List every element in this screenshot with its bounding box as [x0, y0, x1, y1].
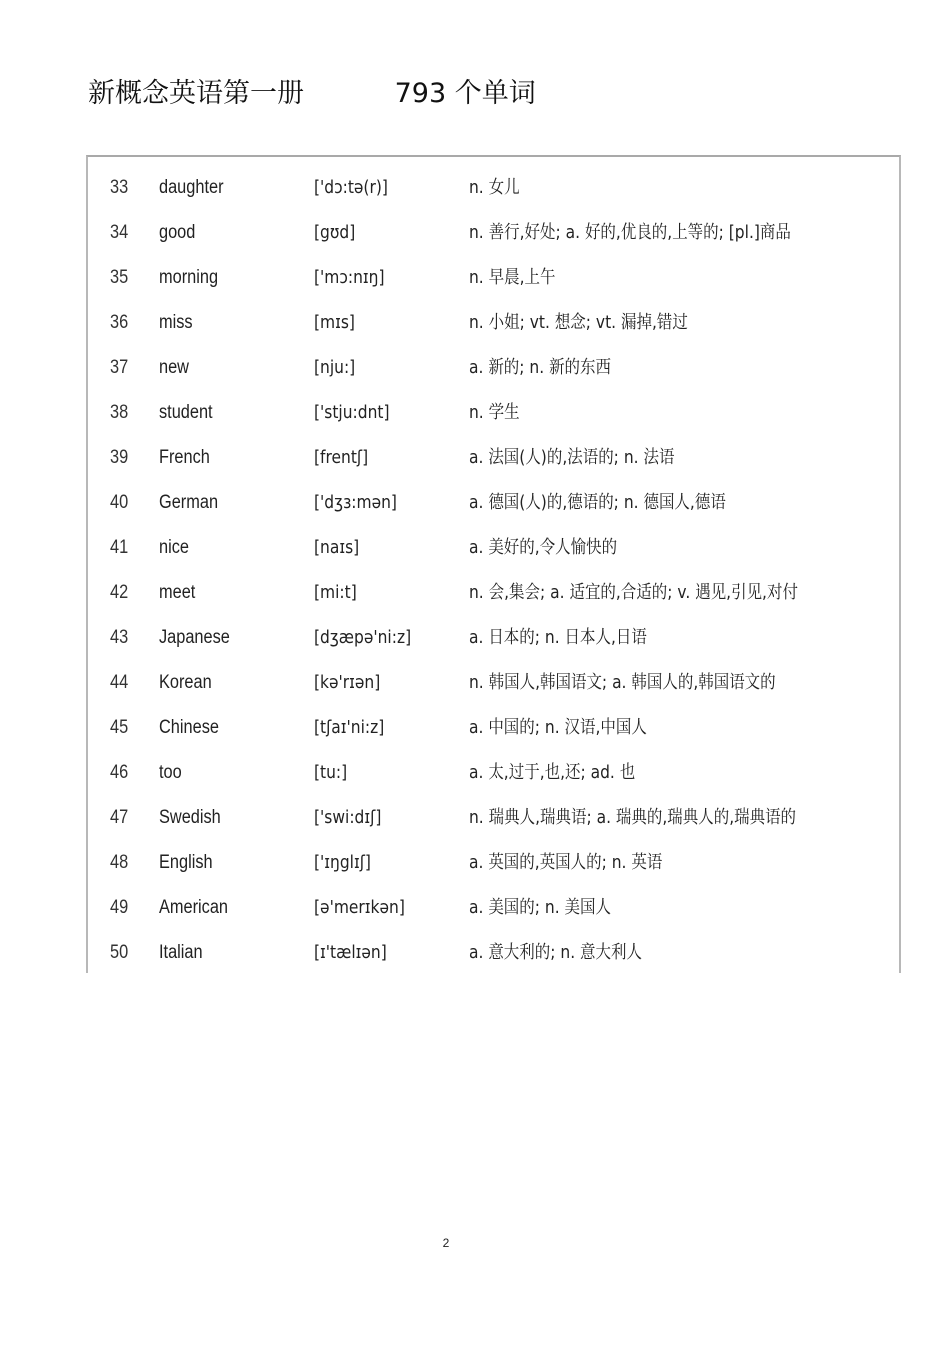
entry-meaning: a. 英国的,英国人的; n. 英语: [469, 852, 663, 873]
table-row: [88, 255, 899, 300]
entry-number: 34: [110, 222, 129, 243]
entry-meaning: a. 日本的; n. 日本人,日语: [469, 627, 647, 648]
entry-meaning: a. 意大利的; n. 意大利人: [469, 942, 642, 963]
title-word-count: 793 个单词: [394, 78, 536, 109]
entry-number: 38: [110, 402, 129, 423]
entry-phonetic: ['stju:dnt]: [314, 402, 390, 423]
entry-word: French: [159, 447, 210, 468]
entry-word: nice: [159, 537, 189, 558]
entry-word: Italian: [159, 942, 203, 963]
entry-phonetic: ['ɪŋglɪʃ]: [314, 852, 371, 873]
entry-number: 35: [110, 267, 129, 288]
entry-phonetic: [naɪs]: [314, 537, 360, 558]
table-row: [88, 615, 899, 660]
entry-phonetic: ['dʒɜ:mən]: [314, 492, 397, 513]
entry-meaning: a. 美好的,令人愉快的: [469, 537, 618, 558]
entry-meaning: n. 善行,好处; a. 好的,优良的,上等的; [pl.]商品: [469, 222, 791, 243]
table-row: [88, 705, 899, 750]
entry-phonetic: [ɪ'tælɪən]: [314, 942, 387, 963]
entry-word: good: [159, 222, 196, 243]
entry-meaning: a. 太,过于,也,还; ad. 也: [469, 762, 636, 783]
table-row: [88, 165, 899, 210]
table-row: [88, 300, 899, 345]
entry-number: 45: [110, 717, 129, 738]
entry-meaning: n. 早晨,上午: [469, 267, 556, 288]
entry-number: 36: [110, 312, 129, 333]
entry-number: 47: [110, 807, 129, 828]
table-row: [88, 750, 899, 795]
vocabulary-table: [86, 155, 901, 973]
entry-meaning: a. 美国的; n. 美国人: [469, 897, 612, 918]
table-row: [88, 210, 899, 255]
entry-meaning: n. 小姐; vt. 想念; vt. 漏掉,错过: [469, 312, 688, 333]
entry-phonetic: ['mɔ:nɪŋ]: [314, 267, 385, 288]
entry-word: Korean: [159, 672, 212, 693]
entry-phonetic: [ə'merɪkən]: [314, 897, 405, 918]
table-row: [88, 840, 899, 885]
entry-phonetic: ['dɔ:tə(r)]: [314, 177, 388, 198]
entry-number: 48: [110, 852, 129, 873]
entry-meaning: n. 瑞典人,瑞典语; a. 瑞典的,瑞典人的,瑞典语的: [469, 807, 797, 828]
entry-meaning: a. 法国(人)的,法语的; n. 法语: [469, 447, 675, 468]
table-row: [88, 885, 899, 930]
entry-phonetic: [gʊd]: [314, 222, 356, 243]
table-row: [88, 390, 899, 435]
entry-meaning: a. 德国(人)的,德语的; n. 德国人,德语: [469, 492, 726, 513]
entry-word: daughter: [159, 177, 224, 198]
entry-number: 46: [110, 762, 129, 783]
entry-meaning: n. 韩国人,韩国语文; a. 韩国人的,韩国语文的: [469, 672, 776, 693]
entry-phonetic: [frentʃ]: [314, 447, 369, 468]
vocabulary-rows: [88, 165, 899, 975]
table-row: [88, 435, 899, 480]
entry-number: 43: [110, 627, 129, 648]
entry-word: miss: [159, 312, 193, 333]
entry-number: 50: [110, 942, 129, 963]
entry-number: 39: [110, 447, 129, 468]
entry-phonetic: [tu:]: [314, 762, 348, 783]
table-row: [88, 930, 899, 975]
entry-word: meet: [159, 582, 196, 603]
title-main: 新概念英语第一册: [88, 78, 304, 109]
entry-word: Chinese: [159, 717, 219, 738]
entry-word: student: [159, 402, 213, 423]
table-row: [88, 525, 899, 570]
entry-phonetic: [tʃaɪ'ni:z]: [314, 717, 385, 738]
table-row: [88, 480, 899, 525]
entry-word: morning: [159, 267, 219, 288]
entry-number: 33: [110, 177, 129, 198]
entry-word: too: [159, 762, 182, 783]
entry-phonetic: ['swi:dɪʃ]: [314, 807, 382, 828]
table-row: [88, 345, 899, 390]
page-number: 2: [442, 1236, 450, 1250]
entry-word: Japanese: [159, 627, 230, 648]
entry-meaning: a. 中国的; n. 汉语,中国人: [469, 717, 647, 738]
entry-meaning: n. 会,集会; a. 适宜的,合适的; v. 遇见,引见,对付: [469, 582, 798, 603]
entry-meaning: n. 学生: [469, 402, 520, 423]
table-row: [88, 660, 899, 705]
table-row: [88, 795, 899, 840]
entry-number: 49: [110, 897, 129, 918]
entry-phonetic: [mi:t]: [314, 582, 357, 603]
entry-word: Swedish: [159, 807, 221, 828]
entry-number: 42: [110, 582, 129, 603]
table-row: [88, 570, 899, 615]
entry-phonetic: [dʒæpə'ni:z]: [314, 627, 412, 648]
entry-phonetic: [mɪs]: [314, 312, 355, 333]
entry-word: English: [159, 852, 213, 873]
entry-word: new: [159, 357, 189, 378]
entry-word: American: [159, 897, 229, 918]
entry-number: 40: [110, 492, 129, 513]
entry-word: German: [159, 492, 219, 513]
entry-phonetic: [nju:]: [314, 357, 356, 378]
entry-number: 41: [110, 537, 129, 558]
entry-number: 44: [110, 672, 129, 693]
document-title: [88, 74, 536, 114]
entry-number: 37: [110, 357, 129, 378]
entry-meaning: n. 女儿: [469, 177, 520, 198]
entry-phonetic: [kə'rɪən]: [314, 672, 381, 693]
entry-meaning: a. 新的; n. 新的东西: [469, 357, 612, 378]
